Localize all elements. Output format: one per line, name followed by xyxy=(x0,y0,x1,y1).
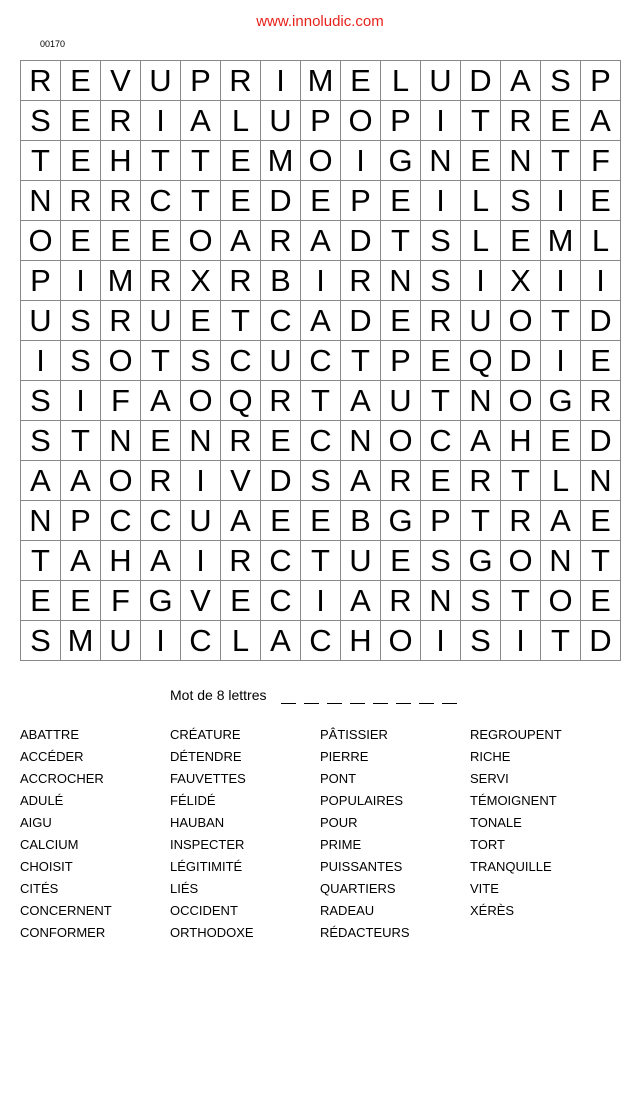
grid-cell[interactable]: R xyxy=(341,261,381,301)
grid-cell[interactable]: E xyxy=(261,501,301,541)
word-list-item: CITÉS xyxy=(20,881,59,896)
grid-cell[interactable]: S xyxy=(61,301,101,341)
grid-cell[interactable]: P xyxy=(381,101,421,141)
grid-cell[interactable]: E xyxy=(581,181,621,221)
grid-cell[interactable]: T xyxy=(501,461,541,501)
grid-cell[interactable]: G xyxy=(381,501,421,541)
grid-cell[interactable]: M xyxy=(261,141,301,181)
grid-cell[interactable]: D xyxy=(581,621,621,661)
word-list-item: ORTHODOXE xyxy=(170,925,254,940)
word-list-item: CALCIUM xyxy=(20,837,79,852)
grid-cell[interactable]: X xyxy=(181,261,221,301)
word-list-item: FÉLIDÉ xyxy=(170,793,216,808)
grid-cell[interactable]: F xyxy=(101,581,141,621)
grid-cell[interactable]: U xyxy=(381,381,421,421)
answer-blanks xyxy=(281,689,465,704)
grid-cell[interactable]: A xyxy=(261,621,301,661)
word-list-item: TONALE xyxy=(470,815,522,830)
grid-cell[interactable]: P xyxy=(421,501,461,541)
grid-cell[interactable]: D xyxy=(501,341,541,381)
grid-cell[interactable]: I xyxy=(181,541,221,581)
grid-cell[interactable]: M xyxy=(301,61,341,101)
word-list-item: QUARTIERS xyxy=(320,881,396,896)
grid-cell[interactable]: A xyxy=(301,221,341,261)
grid-cell[interactable]: O xyxy=(101,341,141,381)
grid-cell[interactable]: E xyxy=(61,581,101,621)
grid-cell[interactable]: E xyxy=(61,61,101,101)
grid-cell[interactable]: R xyxy=(261,381,301,421)
grid-cell[interactable]: S xyxy=(21,101,61,141)
grid-cell[interactable]: E xyxy=(221,581,261,621)
grid-cell[interactable]: P xyxy=(301,101,341,141)
grid-cell[interactable]: C xyxy=(261,541,301,581)
grid-cell[interactable]: I xyxy=(581,261,621,301)
answer-blank xyxy=(442,689,457,704)
grid-cell[interactable]: R xyxy=(501,501,541,541)
word-column xyxy=(20,726,170,946)
grid-cell[interactable]: T xyxy=(141,141,181,181)
word-list-item: LÉGITIMITÉ xyxy=(170,859,243,874)
grid-cell[interactable]: N xyxy=(21,181,61,221)
word-list-item: TÉMOIGNENT xyxy=(470,793,557,808)
grid-cell[interactable]: H xyxy=(101,541,141,581)
grid-cell[interactable]: G xyxy=(141,581,181,621)
grid-cell[interactable]: N xyxy=(381,261,421,301)
word-list-item: VITE xyxy=(470,881,499,896)
word-list-item: INSPECTER xyxy=(170,837,245,852)
answer-row xyxy=(170,687,465,704)
answer-blank xyxy=(350,689,365,704)
grid-cell[interactable]: T xyxy=(381,221,421,261)
grid-cell[interactable]: R xyxy=(421,301,461,341)
grid-cell[interactable]: R xyxy=(221,261,261,301)
grid-cell[interactable]: A xyxy=(581,101,621,141)
grid-cell[interactable]: S xyxy=(21,421,61,461)
grid-cell[interactable]: E xyxy=(581,341,621,381)
grid-cell[interactable]: N xyxy=(501,141,541,181)
grid-cell[interactable]: E xyxy=(61,101,101,141)
grid-cell[interactable]: M xyxy=(101,261,141,301)
grid-cell[interactable]: U xyxy=(461,301,501,341)
grid-cell[interactable]: I xyxy=(141,621,181,661)
grid-cell[interactable]: N xyxy=(21,501,61,541)
grid-cell[interactable]: H xyxy=(101,141,141,181)
grid-cell[interactable]: E xyxy=(581,501,621,541)
grid-cell[interactable]: E xyxy=(501,221,541,261)
grid-cell[interactable]: C xyxy=(301,341,341,381)
grid-cell[interactable]: A xyxy=(61,541,101,581)
grid-cell[interactable]: D xyxy=(341,301,381,341)
grid-cell[interactable]: C xyxy=(261,301,301,341)
grid-cell[interactable]: R xyxy=(581,381,621,421)
grid-cell[interactable]: O xyxy=(501,541,541,581)
word-column xyxy=(320,726,470,946)
grid-cell[interactable]: T xyxy=(541,301,581,341)
grid-cell[interactable]: E xyxy=(61,141,101,181)
letter-grid xyxy=(20,60,621,661)
word-list-item: FAUVETTES xyxy=(170,771,246,786)
grid-cell[interactable]: A xyxy=(141,541,181,581)
grid-cell[interactable]: P xyxy=(21,261,61,301)
word-list-item: ABATTRE xyxy=(20,727,79,742)
grid-cell[interactable]: R xyxy=(381,461,421,501)
grid-cell[interactable]: S xyxy=(421,221,461,261)
word-list-item: XÉRÈS xyxy=(470,903,515,918)
grid-cell[interactable]: F xyxy=(101,381,141,421)
grid-cell[interactable]: R xyxy=(101,301,141,341)
grid-cell[interactable]: I xyxy=(21,341,61,381)
grid-cell[interactable]: E xyxy=(541,421,581,461)
grid-cell[interactable]: E xyxy=(221,181,261,221)
grid-cell[interactable]: T xyxy=(301,541,341,581)
grid-cell[interactable]: E xyxy=(541,101,581,141)
word-list-item: POUR xyxy=(320,815,358,830)
word-list-item: TRANQUILLE xyxy=(470,859,552,874)
grid-cell[interactable]: L xyxy=(381,61,421,101)
grid-cell[interactable]: E xyxy=(381,301,421,341)
grid-cell[interactable]: T xyxy=(541,141,581,181)
word-list-item: ACCÉDER xyxy=(20,749,84,764)
grid-cell[interactable]: R xyxy=(221,61,261,101)
grid-cell[interactable]: P xyxy=(381,341,421,381)
grid-cell[interactable]: U xyxy=(141,61,181,101)
grid-cell[interactable]: O xyxy=(181,381,221,421)
word-list-item: OCCIDENT xyxy=(170,903,238,918)
grid-cell[interactable]: I xyxy=(61,381,101,421)
grid-cell[interactable]: V xyxy=(221,461,261,501)
grid-cell[interactable]: E xyxy=(141,221,181,261)
grid-cell[interactable]: R xyxy=(141,461,181,501)
grid-cell[interactable]: A xyxy=(301,301,341,341)
grid-cell[interactable]: T xyxy=(501,581,541,621)
word-list-item: PÂTISSIER xyxy=(320,727,388,742)
grid-cell[interactable]: C xyxy=(181,621,221,661)
grid-cell[interactable]: T xyxy=(181,141,221,181)
word-list-item: PIERRE xyxy=(320,749,369,764)
grid-cell[interactable]: N xyxy=(101,421,141,461)
grid-cell[interactable]: E xyxy=(461,141,501,181)
grid-cell[interactable]: I xyxy=(421,181,461,221)
answer-blank xyxy=(281,689,296,704)
grid-cell[interactable]: R xyxy=(381,581,421,621)
grid-cell[interactable]: A xyxy=(341,581,381,621)
grid-cell[interactable]: U xyxy=(181,501,221,541)
grid-cell[interactable]: S xyxy=(421,261,461,301)
grid-cell[interactable]: I xyxy=(261,61,301,101)
grid-cell[interactable]: E xyxy=(581,581,621,621)
grid-cell[interactable]: E xyxy=(421,341,461,381)
grid-cell[interactable]: R xyxy=(501,101,541,141)
grid-cell[interactable]: L xyxy=(581,221,621,261)
site-url[interactable]: www.innoludic.com xyxy=(256,13,384,30)
word-list-item: REGROUPENT xyxy=(470,727,562,742)
grid-cell[interactable]: T xyxy=(141,341,181,381)
grid-cell[interactable]: A xyxy=(181,101,221,141)
grid-cell[interactable]: Q xyxy=(221,381,261,421)
answer-label: Mot de 8 lettres xyxy=(170,687,267,703)
grid-cell[interactable]: T xyxy=(21,141,61,181)
grid-cell[interactable]: U xyxy=(21,301,61,341)
grid-cell[interactable]: R xyxy=(461,461,501,501)
grid-cell[interactable]: L xyxy=(461,181,501,221)
word-list-item: PONT xyxy=(320,771,357,786)
grid-cell[interactable]: E xyxy=(341,61,381,101)
grid-cell[interactable]: L xyxy=(221,621,261,661)
grid-cell[interactable]: G xyxy=(461,541,501,581)
grid-cell[interactable]: I xyxy=(501,621,541,661)
grid-cell[interactable]: A xyxy=(341,381,381,421)
grid-cell[interactable]: T xyxy=(341,341,381,381)
word-list-item: CONFORMER xyxy=(20,925,106,940)
grid-cell[interactable]: T xyxy=(581,541,621,581)
grid-cell[interactable]: R xyxy=(101,181,141,221)
word-list-item: PRIME xyxy=(320,837,362,852)
grid-cell[interactable]: X xyxy=(501,261,541,301)
grid-cell[interactable]: I xyxy=(61,261,101,301)
word-list-item: PUISSANTES xyxy=(320,859,403,874)
grid-cell[interactable]: N xyxy=(421,141,461,181)
grid-cell[interactable]: S xyxy=(501,181,541,221)
word-column xyxy=(470,726,620,924)
grid-cell[interactable]: C xyxy=(141,181,181,221)
puzzle-id: 00170 xyxy=(40,39,66,49)
grid-cell[interactable]: E xyxy=(261,421,301,461)
grid-cell[interactable]: I xyxy=(461,261,501,301)
grid-cell[interactable]: V xyxy=(101,61,141,101)
answer-blank xyxy=(396,689,411,704)
grid-cell[interactable]: R xyxy=(101,101,141,141)
grid-cell[interactable]: S xyxy=(461,581,501,621)
grid-cell[interactable]: O xyxy=(541,581,581,621)
grid-cell[interactable]: H xyxy=(341,621,381,661)
grid-cell[interactable]: G xyxy=(541,381,581,421)
grid-cell[interactable]: H xyxy=(501,421,541,461)
grid-cell[interactable]: L xyxy=(461,221,501,261)
grid-cell[interactable]: I xyxy=(421,101,461,141)
grid-cell[interactable]: A xyxy=(461,421,501,461)
word-list-item: DÉTENDRE xyxy=(170,749,242,764)
grid-cell[interactable]: L xyxy=(541,461,581,501)
grid-cell[interactable]: R xyxy=(61,181,101,221)
grid-cell[interactable]: S xyxy=(421,541,461,581)
grid-cell[interactable]: I xyxy=(541,181,581,221)
answer-blank xyxy=(373,689,388,704)
grid-cell[interactable]: E xyxy=(61,221,101,261)
grid-cell[interactable]: E xyxy=(221,141,261,181)
grid-cell[interactable]: A xyxy=(21,461,61,501)
word-list-item: RICHE xyxy=(470,749,511,764)
grid-cell[interactable]: E xyxy=(101,221,141,261)
grid-cell[interactable]: N xyxy=(181,421,221,461)
grid-cell[interactable]: A xyxy=(221,501,261,541)
word-list-item: RADEAU xyxy=(320,903,375,918)
grid-cell[interactable]: P xyxy=(341,181,381,221)
grid-cell[interactable]: T xyxy=(421,381,461,421)
word-list-item: ACCROCHER xyxy=(20,771,104,786)
grid-cell[interactable]: I xyxy=(141,101,181,141)
grid-cell[interactable]: U xyxy=(421,61,461,101)
grid-cell[interactable]: T xyxy=(181,181,221,221)
grid-cell[interactable]: B xyxy=(261,261,301,301)
grid-cell[interactable]: O xyxy=(381,621,421,661)
answer-blank xyxy=(327,689,342,704)
grid-cell[interactable]: M xyxy=(541,221,581,261)
grid-cell[interactable]: O xyxy=(301,141,341,181)
grid-cell[interactable]: O xyxy=(501,301,541,341)
grid-cell[interactable]: M xyxy=(61,621,101,661)
grid-cell[interactable]: Q xyxy=(461,341,501,381)
grid-cell[interactable]: R xyxy=(221,541,261,581)
word-list-item: LIÉS xyxy=(170,881,199,896)
grid-cell[interactable]: S xyxy=(301,461,341,501)
grid-cell[interactable]: C xyxy=(141,501,181,541)
grid-cell[interactable]: V xyxy=(181,581,221,621)
word-list-item: SERVI xyxy=(470,771,509,786)
grid-cell[interactable]: N xyxy=(581,461,621,501)
grid-cell[interactable]: U xyxy=(101,621,141,661)
word-list-item: CHOISIT xyxy=(20,859,73,874)
grid-cell[interactable]: U xyxy=(261,341,301,381)
grid-cell[interactable]: C xyxy=(221,341,261,381)
grid-cell[interactable]: O xyxy=(501,381,541,421)
grid-cell[interactable]: D xyxy=(261,461,301,501)
answer-blank xyxy=(304,689,319,704)
grid-cell[interactable]: B xyxy=(341,501,381,541)
grid-cell[interactable]: P xyxy=(581,61,621,101)
grid-cell[interactable]: I xyxy=(341,141,381,181)
grid-cell[interactable]: D xyxy=(581,421,621,461)
grid-cell[interactable]: U xyxy=(141,301,181,341)
grid-cell[interactable]: P xyxy=(181,61,221,101)
grid-cell[interactable]: D xyxy=(461,61,501,101)
grid-cell[interactable]: N xyxy=(341,421,381,461)
grid-cell[interactable]: O xyxy=(181,221,221,261)
grid-cell[interactable]: O xyxy=(101,461,141,501)
grid-cell[interactable]: R xyxy=(21,61,61,101)
grid-cell[interactable]: O xyxy=(381,421,421,461)
word-list-item: CONCERNENT xyxy=(20,903,112,918)
grid-cell[interactable]: D xyxy=(341,221,381,261)
grid-cell[interactable]: U xyxy=(341,541,381,581)
grid-cell[interactable]: R xyxy=(261,221,301,261)
grid-cell[interactable]: T xyxy=(541,621,581,661)
grid-cell[interactable]: P xyxy=(61,501,101,541)
grid-cell[interactable]: E xyxy=(421,461,461,501)
word-list-item: ADULÉ xyxy=(20,793,64,808)
grid-cell[interactable]: T xyxy=(61,421,101,461)
grid-cell[interactable]: E xyxy=(381,541,421,581)
grid-cell[interactable]: E xyxy=(301,501,341,541)
word-list-item: AIGU xyxy=(20,815,52,830)
grid-cell[interactable]: E xyxy=(301,181,341,221)
grid-cell[interactable]: N xyxy=(461,381,501,421)
grid-cell[interactable]: E xyxy=(181,301,221,341)
grid-cell[interactable]: S xyxy=(461,621,501,661)
grid-cell[interactable]: I xyxy=(301,261,341,301)
grid-cell[interactable]: I xyxy=(301,581,341,621)
grid-cell[interactable]: S xyxy=(21,381,61,421)
grid-cell[interactable]: I xyxy=(421,621,461,661)
grid-cell[interactable]: R xyxy=(141,261,181,301)
grid-cell[interactable]: O xyxy=(21,221,61,261)
grid-cell[interactable]: I xyxy=(181,461,221,501)
grid-cell[interactable]: E xyxy=(381,181,421,221)
grid-cell[interactable]: S xyxy=(181,341,221,381)
grid-cell[interactable]: D xyxy=(581,301,621,341)
grid-cell[interactable]: S xyxy=(541,61,581,101)
grid-cell[interactable]: S xyxy=(21,621,61,661)
grid-cell[interactable]: N xyxy=(421,581,461,621)
grid-cell[interactable]: C xyxy=(261,581,301,621)
grid-cell[interactable]: O xyxy=(341,101,381,141)
grid-cell[interactable]: D xyxy=(261,181,301,221)
grid-cell[interactable]: C xyxy=(101,501,141,541)
grid-cell[interactable]: L xyxy=(221,101,261,141)
word-list-item: RÉDACTEURS xyxy=(320,925,410,940)
grid-cell[interactable]: T xyxy=(21,541,61,581)
grid-cell[interactable]: A xyxy=(341,461,381,501)
word-list-item: TORT xyxy=(470,837,505,852)
grid-cell[interactable]: U xyxy=(261,101,301,141)
grid-cell[interactable]: A xyxy=(221,221,261,261)
grid-cell[interactable]: C xyxy=(421,421,461,461)
grid-cell[interactable]: A xyxy=(61,461,101,501)
word-list-item: HAUBAN xyxy=(170,815,225,830)
grid-cell[interactable]: T xyxy=(461,501,501,541)
grid-cell[interactable]: A xyxy=(541,501,581,541)
word-list-item: CRÉATURE xyxy=(170,727,241,742)
grid-cell[interactable]: T xyxy=(221,301,261,341)
grid-cell[interactable]: G xyxy=(381,141,421,181)
grid-cell[interactable]: E xyxy=(21,581,61,621)
word-list-item: POPULAIRES xyxy=(320,793,404,808)
grid-cell[interactable]: A xyxy=(141,381,181,421)
grid-cell[interactable]: I xyxy=(541,341,581,381)
grid-cell[interactable]: I xyxy=(541,261,581,301)
word-column xyxy=(170,726,320,946)
grid-cell[interactable]: N xyxy=(541,541,581,581)
grid-cell[interactable]: E xyxy=(141,421,181,461)
grid-cell[interactable]: C xyxy=(301,621,341,661)
grid-cell[interactable]: C xyxy=(301,421,341,461)
grid-cell[interactable]: R xyxy=(221,421,261,461)
grid-cell[interactable]: S xyxy=(61,341,101,381)
grid-cell[interactable]: A xyxy=(501,61,541,101)
grid-cell[interactable]: T xyxy=(301,381,341,421)
answer-blank xyxy=(419,689,434,704)
grid-cell[interactable]: T xyxy=(461,101,501,141)
grid-cell[interactable]: F xyxy=(581,141,621,181)
